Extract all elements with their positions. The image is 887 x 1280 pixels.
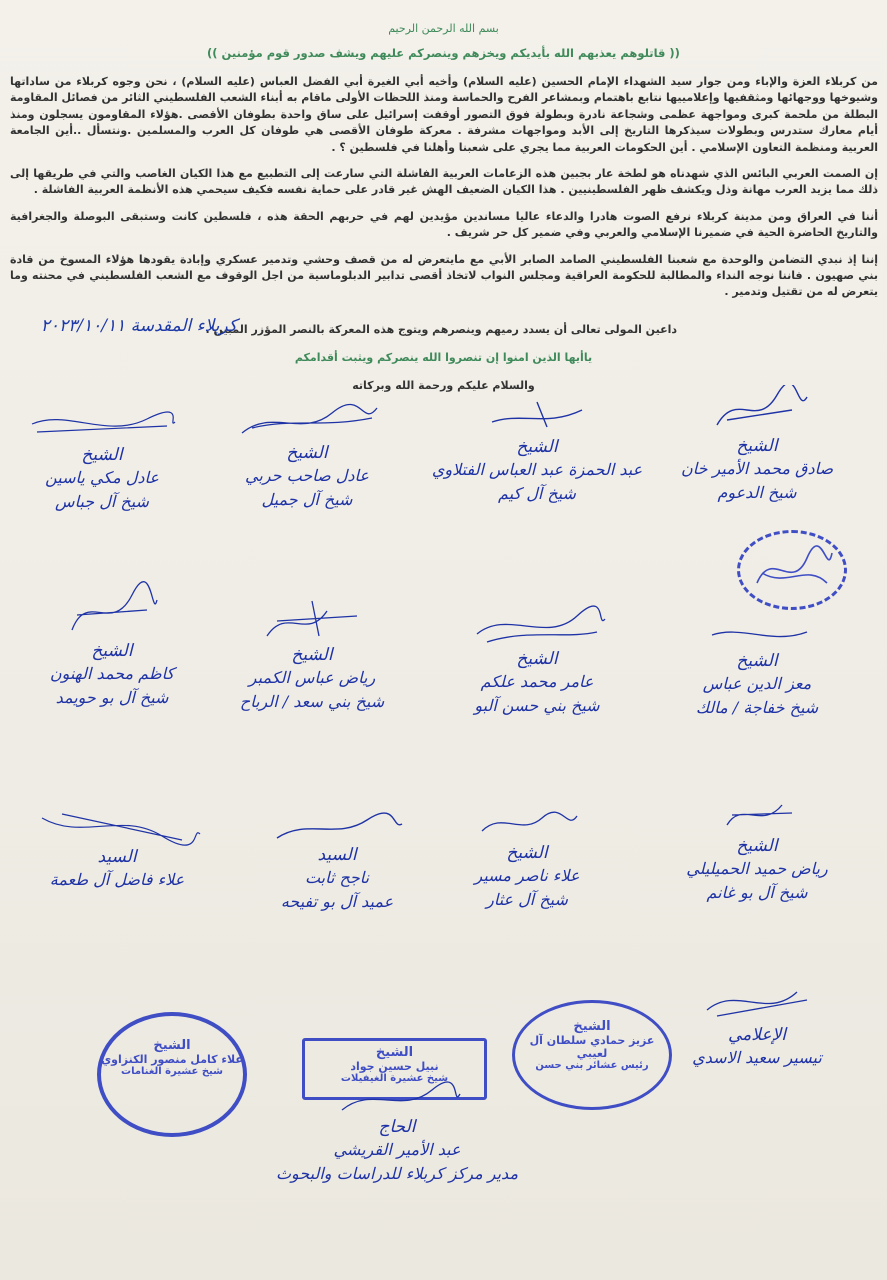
signer-tribe: شيخ خفاجة / مالك	[695, 698, 819, 717]
stamp-title: الشيخ	[153, 1038, 191, 1053]
signature-block	[427, 806, 627, 912]
signer-tribe: شيخ الدعوم	[717, 483, 797, 502]
signer-title: الشيخ	[736, 436, 778, 456]
signature-scribble-icon	[697, 620, 817, 650]
stamp-title: الشيخ	[375, 1045, 414, 1060]
signature-block	[647, 385, 867, 505]
paragraph-2: إن الصمت العربي البائس الذي شهدناه هو لطخة عار بجبين هذه الزعامات العربية الفاشلة التي سارعت إلى التطبيع مع هذا الكيان الغاصب والتي في طريقها إلى ذلك مما يزيد العرب مهانة وذل ويكشف ظهر الفلسطينيين . هذا الكيان الضعيف الهش غير قادر على حماية نفسه فكيف سيحمي هذه الأنظمة العربية الفاشلة .	[10, 167, 878, 197]
stamp-tribe: شيخ عشيرة الغنامات	[121, 1066, 223, 1077]
signature-block	[7, 404, 197, 514]
signer-title: الشيخ	[516, 649, 558, 669]
signer-tribe: شيخ آل جباس	[55, 492, 149, 511]
signer-title: الشيخ	[91, 641, 133, 661]
signer-title: الشيخ	[736, 836, 778, 856]
signature-block	[647, 620, 867, 720]
signature-block	[7, 806, 227, 892]
stamp-tribe: شيخ عشيرة الغيفيلات	[340, 1073, 449, 1084]
signer-name: عادل صاحب حربي	[245, 466, 369, 485]
signer-name: عادل مكي ياسين	[45, 468, 159, 487]
signer-name: صادق محمد الأمير خان	[680, 459, 834, 478]
signature-scribble-icon	[472, 806, 582, 842]
signer-name: كاظم محمد الهنون	[49, 664, 175, 683]
signature-block	[427, 604, 647, 718]
signer-title: الشيخ	[81, 445, 123, 465]
signature-scribble-icon	[467, 604, 607, 648]
signature-block	[237, 810, 437, 914]
paragraph-4: إننا إذ نبدي التضامن والوحدة مع شعبنا الفلسطيني الصامد الصابر الأبي مع مايتعرض له من قصف وحشي وتدمير عسكري وإبادة يقودها هؤلاء المسوخ من قادة بني صهيون . فاننا نوجه النداء والمطالبة للحكومة العراقية ومجلس النواب لاتخاذ أقصى تدابير الدبلوماسية من اجل الوقوف مع الشعب الفلسطيني في محنته وما يتعرض له من تقتيل وتدمير .	[10, 252, 878, 299]
signer-title: الشيخ	[736, 651, 778, 671]
signature-block	[417, 392, 657, 506]
signer-name: معز الدين عباس	[702, 674, 812, 693]
signer-title: الشيخ	[506, 843, 548, 863]
stamp-tribe: رئيس عشائر بني حسن	[535, 1060, 649, 1071]
signer-tribe: شيخ آل جميل	[261, 490, 353, 509]
signer-title: السيد	[317, 845, 357, 865]
signature-scribble-icon	[697, 385, 817, 435]
signer-name: ناجح ثابت	[304, 868, 370, 887]
signer-name: عامر محمد علكم	[480, 672, 594, 691]
signature-block	[207, 398, 407, 512]
signer-tribe: عميد آل بو تفيحه	[280, 892, 394, 911]
signature-scribble-icon	[712, 795, 802, 835]
signer-tribe: شيخ بني حسن آلبو	[474, 696, 600, 715]
signature-scribble-icon	[232, 398, 382, 442]
signature-scribble-icon	[332, 1080, 462, 1116]
signature-block	[647, 795, 867, 905]
signature-scribble-icon	[27, 404, 177, 444]
signer-title: الشيخ	[286, 443, 328, 463]
stamp-name: عزيز حمادي سلطان آل لعيبي	[529, 1034, 655, 1060]
tribal-seal-stamp	[737, 530, 847, 610]
signer-tribe: شيخ آل عثار	[486, 890, 568, 909]
stamp-title: الشيخ	[573, 1019, 611, 1034]
paragraph-3: أننا في العراق ومن مدينة كربلاء نرفع الصوت هادرا والدعاء عاليا مساندين مؤيدين لهم في حربهم الحقة هذه ، فلسطين كانت وستبقى البوصلة والجغرافية والتاريخ الحاضرة الحية في ضميرنا الإسلامي والعربي وفي ضمير كل حر شريف .	[10, 209, 878, 240]
signer-title: الحاج	[378, 1117, 416, 1137]
signer-title: السيد	[97, 847, 137, 867]
salutation: والسلام عليكم ورحمة الله وبركاته	[352, 379, 535, 392]
signer-name: رياض عباس الكمبر	[248, 668, 376, 687]
signer-tribe: شيخ آل كيم	[498, 484, 576, 503]
signature-block	[7, 580, 217, 710]
signature-scribble-icon	[32, 806, 202, 846]
signer-tribe: شيخ آل بو غانم	[706, 883, 808, 902]
signature-block	[237, 1080, 557, 1186]
signature-scribble-icon	[267, 810, 407, 844]
signer-tribe: شيخ آل بو حويمد	[55, 688, 169, 707]
signature-block	[657, 980, 857, 1070]
signer-title: الإعلامي	[728, 1025, 786, 1045]
signer-title: الشيخ	[516, 437, 558, 457]
signer-name: علاء ناصر مسير	[474, 866, 580, 885]
signature-scribble-icon	[697, 980, 817, 1024]
quran-verse-footer: ياأيها الذين امنوا إن تنصروا الله ينصركم ويثبت أقدامكم	[294, 351, 593, 364]
handwritten-date: كربلاء المقدسة ٢٠٢٣/١٠/١١	[40, 316, 237, 336]
stamp-name: نبيل حسين جواد	[350, 1060, 439, 1073]
stamp-name: علاء كامل منصور الكنزاوي	[101, 1053, 243, 1066]
statement-body	[10, 74, 878, 311]
signature-scribble-icon	[477, 392, 597, 436]
basmala: بسم الله الرحمن الرحيم	[388, 22, 499, 35]
signer-name: علاء فاضل آل طعمة	[49, 870, 185, 889]
signer-name: رياض حميد الحميليلي	[686, 859, 828, 878]
paragraph-1: من كربلاء العزة والإباء ومن جوار سيد الشهداء الإمام الحسين (عليه السلام) وأخيه أبي الغيرة أبي الفضل العباس (عليه السلام) ، نحن وجوه كربلاء من ساداتها وشيوخها ووجهائها ومثقفيها وإعلامييها نتابع باهتمام وبمشاعر الفرح والحماسة ومنذ اللحظات الأولى ماقام به أبناء الشعب الفلسطيني الثائر من فصائل المقاومة البطلة من ملحمة كبرى ومواجهة عظمى وشجاعة نادرة وبطولة فوق التصور أوقفت إسرائيل على ساق واحدة بطوفان الأقصى .هؤلاء المقاومون يسجلون ومنذ أيام معارك ستدرس وبطولات سيذكرها التاريخ إلى الأبد ومواجهات مشرفة . معركة طوفان الأقصى هي طوفان كل العرب والمسلمين .ونتسأل ..أين الجامعة العربية ومنظمة التعاون الإسلامي . أين الحكومات العربية مما يجري على شعبنا وأهلنا في فلسطين ؟ .	[10, 75, 878, 154]
quran-verse-header: (( قاتلوهم يعذبهم الله بأيديكم ويخزهم وينصركم عليهم ويشف صدور قوم مؤمنين ))	[207, 46, 680, 60]
closing-prayer: داعين المولى تعالى أن يسدد رميهم وينصرهم ويتوج هذه المعركة بالنصر المؤزر المبين .	[205, 323, 677, 336]
signature-block	[197, 596, 427, 714]
signer-name: عبد الأمير القريشي	[333, 1140, 461, 1159]
signature-scribble-icon	[57, 580, 167, 640]
signer-tribe: مدير مركز كربلاء للدراسات والبحوث	[275, 1164, 519, 1183]
signer-name: تيسير سعيد الاسدي	[692, 1048, 822, 1067]
calligraphy-seal-icon	[747, 543, 837, 597]
signer-title: الشيخ	[291, 645, 333, 665]
signature-scribble-icon	[257, 596, 367, 644]
signer-tribe: شيخ بني سعد / الرباح	[239, 692, 385, 711]
signer-name: عبد الحمزة عبد العباس الفتلاوي	[431, 460, 643, 479]
sheikh-round-stamp	[97, 1012, 247, 1137]
